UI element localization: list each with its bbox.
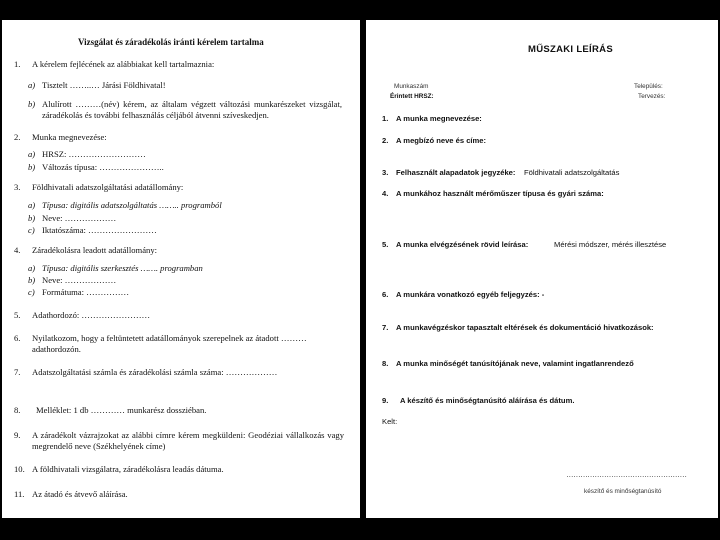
item-num: 1. [382,114,389,123]
item-num: b) [28,275,36,285]
item-text: Az átadó és átvevő aláírása. [32,489,128,499]
item-num: 7. [382,323,389,332]
item-text: Földhivatali adatszolgáltatási adatállomány: [32,182,184,192]
telepules-label: Település: [634,83,663,90]
item-num: 10. [14,464,25,474]
item-num: 9. [382,396,389,405]
item-num: 3. [14,182,21,192]
item-text: HRSZ: ……………………… [42,149,146,159]
right-page-title: MŰSZAKI LEÍRÁS [528,44,613,55]
item-num: a) [28,149,36,159]
item-text: Típusa: digitális adatszolgáltatás …….. programból [42,200,222,210]
item-text: Melléklet: 1 db ………… munkarész dossziéban. [36,405,207,415]
item-text: Adathordozó: …………………… [32,310,151,320]
item-text: Típusa: digitális szerkesztés ……. programban [42,263,203,273]
item-num: 8. [382,359,389,368]
item-text: A földhivatali vizsgálatra, záradékolásra leadás dátuma. [32,464,224,474]
item-text: Munka megnevezése: [32,132,107,142]
item-text: A munka elvégzésének rövid leírása: [396,240,529,249]
item-text: Záradékolásra leadott adatállomány: [32,245,158,255]
item-text: Változás típusa: ………………….. [42,162,164,172]
item-text: A készítő és minőségtanúsító aláírása és dátum. [400,396,575,405]
item-value: Földhivatali adatszolgáltatás [524,168,620,177]
item-num: b) [28,213,36,223]
item-text: A munkavégzéskor tapasztalt eltérések és dokumentáció hivatkozások: [396,323,654,332]
left-page-title: Vizsgálat és záradékolás iránti kérelem tartalma [78,37,264,47]
item-text: A munkára vonatkozó egyéb feljegyzés: - [396,290,545,299]
item-text: Neve: ……………… [42,275,117,285]
item-num: 5. [14,310,21,320]
technical-description-page [366,20,718,518]
item-text: Nyilatkozom, hogy a feltüntetett adatállományok szerepelnek az átadott ……… adathordozón. [32,333,307,354]
munkaszam-label: Munkaszám [394,83,429,90]
item-num: 3. [382,168,389,177]
item-value: Mérési módszer, mérés illesztése [554,240,667,249]
item-text: A megbízó neve és címe: [396,136,487,145]
signature-line: …………………………………………… [566,470,687,479]
item-text: A munkához használt mérőműszer típusa és gyári száma: [396,189,604,198]
item-text: A kérelem fejlécének az alábbiakat kell tartalmaznia: [32,59,215,69]
item-num: a) [28,263,36,273]
item-num: 6. [382,290,389,299]
request-content-page [2,20,360,518]
item-num: 2. [14,132,21,142]
item-text: Adatszolgáltatási számla és záradékolási számla száma: ……………… [32,367,278,377]
item-text: A munka minőségét tanúsítójának neve, valamint ingatlanrendező [396,359,634,368]
item-text: Formátuma: …………… [42,287,130,297]
signature-label: készítő és minőségtanúsító [584,488,662,495]
item-num: a) [28,80,36,90]
item-num: 2. [382,136,389,145]
item-num: c) [28,225,35,235]
item-num: 6. [14,333,21,343]
item-num: 4. [382,189,389,198]
item-text: Felhasznált alapadatok jegyzéke: [396,168,516,177]
item-num: 1. [14,59,21,69]
erintett-hrsz-label: Érintett HRSZ: [390,93,434,100]
kelt-label: Kelt: [382,417,398,426]
item-text: Iktatószáma: …………………… [42,225,157,235]
item-text: Tisztelt ……..… Járási Földhivatal! [42,80,166,90]
item-num: 9. [14,430,21,440]
item-num: 7. [14,367,21,377]
item-num: 5. [382,240,389,249]
item-text: Alulírott ………(név) kérem, az általam végzett változási munkarészeket vizsgálat, záradékolás és további felhasználás céljából átvenni szíveskedjen. [42,99,342,120]
item-num: b) [28,162,36,172]
item-num: 11. [14,489,25,499]
item-text: A munka megnevezése: [396,114,482,123]
item-num: b) [28,99,36,109]
item-num: 8. [14,405,21,415]
item-num: c) [28,287,35,297]
item-text: Neve: ……………… [42,213,117,223]
item-num: 4. [14,245,21,255]
item-num: a) [28,200,36,210]
item-text: A záradékolt vázrajzokat az alábbi címre kérem megküldeni: Geodéziai vállalkozás vagy megrendelő neve (Székhelyének címe) [32,430,344,451]
tervezo-label: Tervezés: [638,93,666,100]
